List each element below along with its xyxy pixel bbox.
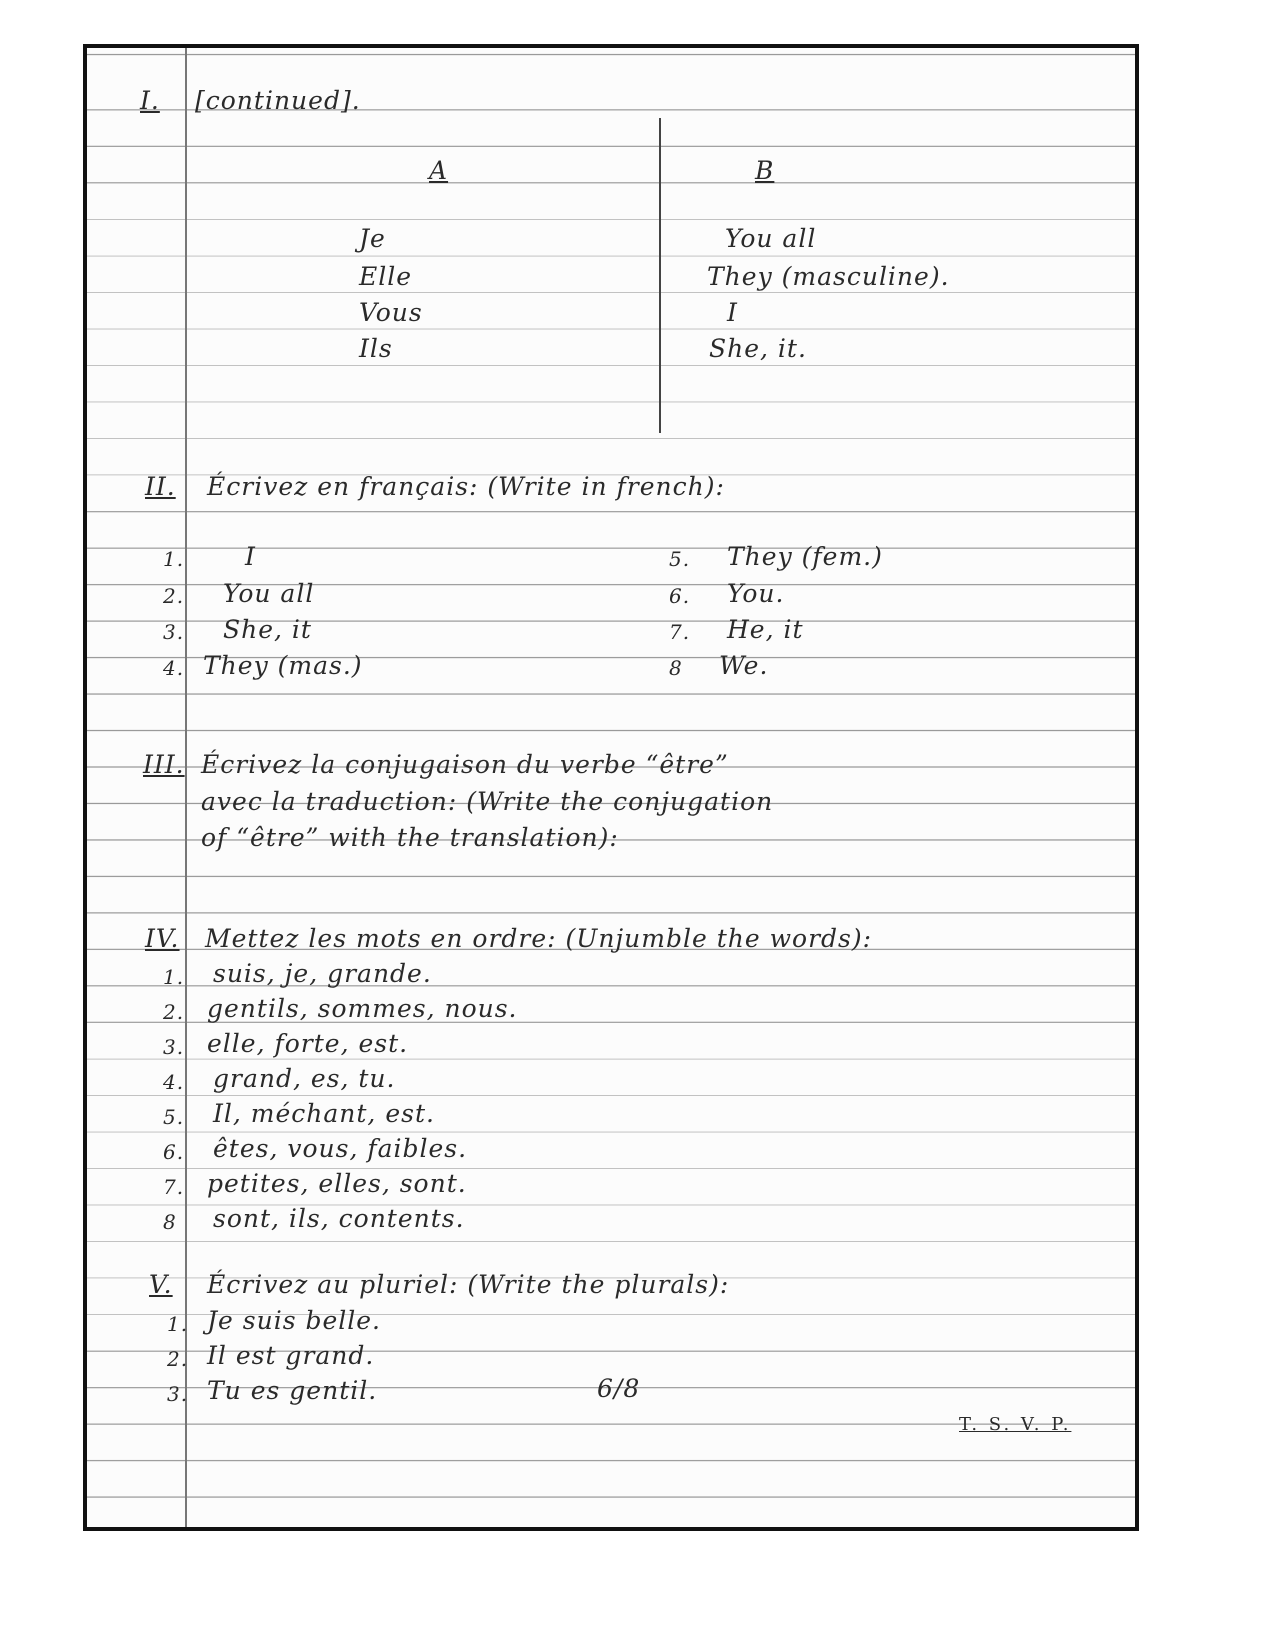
list-number: 2. (167, 1347, 189, 1371)
list-item: You all (223, 579, 315, 608)
list-item: I (245, 542, 256, 571)
column-b-header: B (755, 156, 775, 185)
col-a-item: Vous (359, 298, 423, 327)
list-item: Tu es gentil. (207, 1376, 378, 1405)
list-number: 4. (163, 1070, 185, 1094)
section-5-heading: Écrivez au pluriel: (Write the plurals): (207, 1270, 730, 1299)
section-1-numeral: I. (140, 86, 160, 115)
section-4-heading: Mettez les mots en ordre: (Unjumble the words): (205, 924, 873, 953)
list-item: She, it (223, 615, 312, 644)
col-a-item: Je (359, 224, 386, 253)
list-item: grand, es, tu. (213, 1064, 396, 1093)
column-divider (659, 118, 661, 433)
section-2-heading: Écrivez en français: (Write in french): (207, 472, 725, 501)
col-b-item: She, it. (709, 334, 807, 363)
section-3-line: avec la traduction: (Write the conjugation (201, 787, 774, 816)
list-number: 7. (163, 1175, 185, 1199)
list-number: 3. (167, 1382, 189, 1406)
section-3-line: Écrivez la conjugaison du verbe “être” (201, 750, 729, 779)
list-number: 6. (163, 1140, 185, 1164)
list-number: 1. (163, 547, 185, 571)
section-3-line: of “être” with the translation): (201, 823, 619, 852)
list-item: They (mas.) (203, 651, 363, 680)
list-number: 6. (669, 584, 691, 608)
list-number: 7. (669, 620, 691, 644)
list-number: 1. (167, 1312, 189, 1336)
margin-line (185, 48, 187, 1527)
section-4-numeral: IV. (145, 924, 180, 953)
list-item: gentils, sommes, nous. (207, 994, 518, 1023)
list-item: êtes, vous, faibles. (213, 1134, 468, 1163)
list-item: He, it (727, 615, 804, 644)
list-item: petites, elles, sont. (207, 1169, 467, 1198)
list-number: 2. (163, 584, 185, 608)
col-a-item: Ils (359, 334, 393, 363)
list-item: suis, je, grande. (213, 959, 432, 988)
list-number: 8 (163, 1210, 177, 1234)
turn-over-note: T. S. V. P. (959, 1414, 1072, 1435)
section-3-numeral: III. (143, 750, 185, 779)
list-number: 2. (163, 1000, 185, 1024)
list-item: elle, forte, est. (207, 1029, 409, 1058)
list-number: 5. (669, 547, 691, 571)
col-b-item: They (masculine). (707, 262, 950, 291)
list-item: Je suis belle. (207, 1306, 381, 1335)
page-marker: 6/8 (597, 1374, 641, 1403)
section-2-numeral: II. (145, 472, 176, 501)
list-item: They (fem.) (727, 542, 883, 571)
section-5-numeral: V. (149, 1270, 173, 1299)
list-item: We. (719, 651, 769, 680)
list-number: 4. (163, 656, 185, 680)
list-number: 5. (163, 1105, 185, 1129)
col-b-item: I (727, 298, 738, 327)
list-number: 3. (163, 620, 185, 644)
list-item: Il, méchant, est. (213, 1099, 435, 1128)
list-item: You. (727, 579, 785, 608)
col-b-item: You all (725, 224, 817, 253)
section-1-heading: [continued]. (195, 86, 361, 115)
list-item: sont, ils, contents. (213, 1204, 465, 1233)
column-a-header: A (429, 156, 449, 185)
list-number: 8 (669, 656, 683, 680)
list-number: 1. (163, 965, 185, 989)
notebook-page (83, 44, 1139, 1531)
col-a-item: Elle (359, 262, 413, 291)
list-number: 3. (163, 1035, 185, 1059)
list-item: Il est grand. (207, 1341, 375, 1370)
